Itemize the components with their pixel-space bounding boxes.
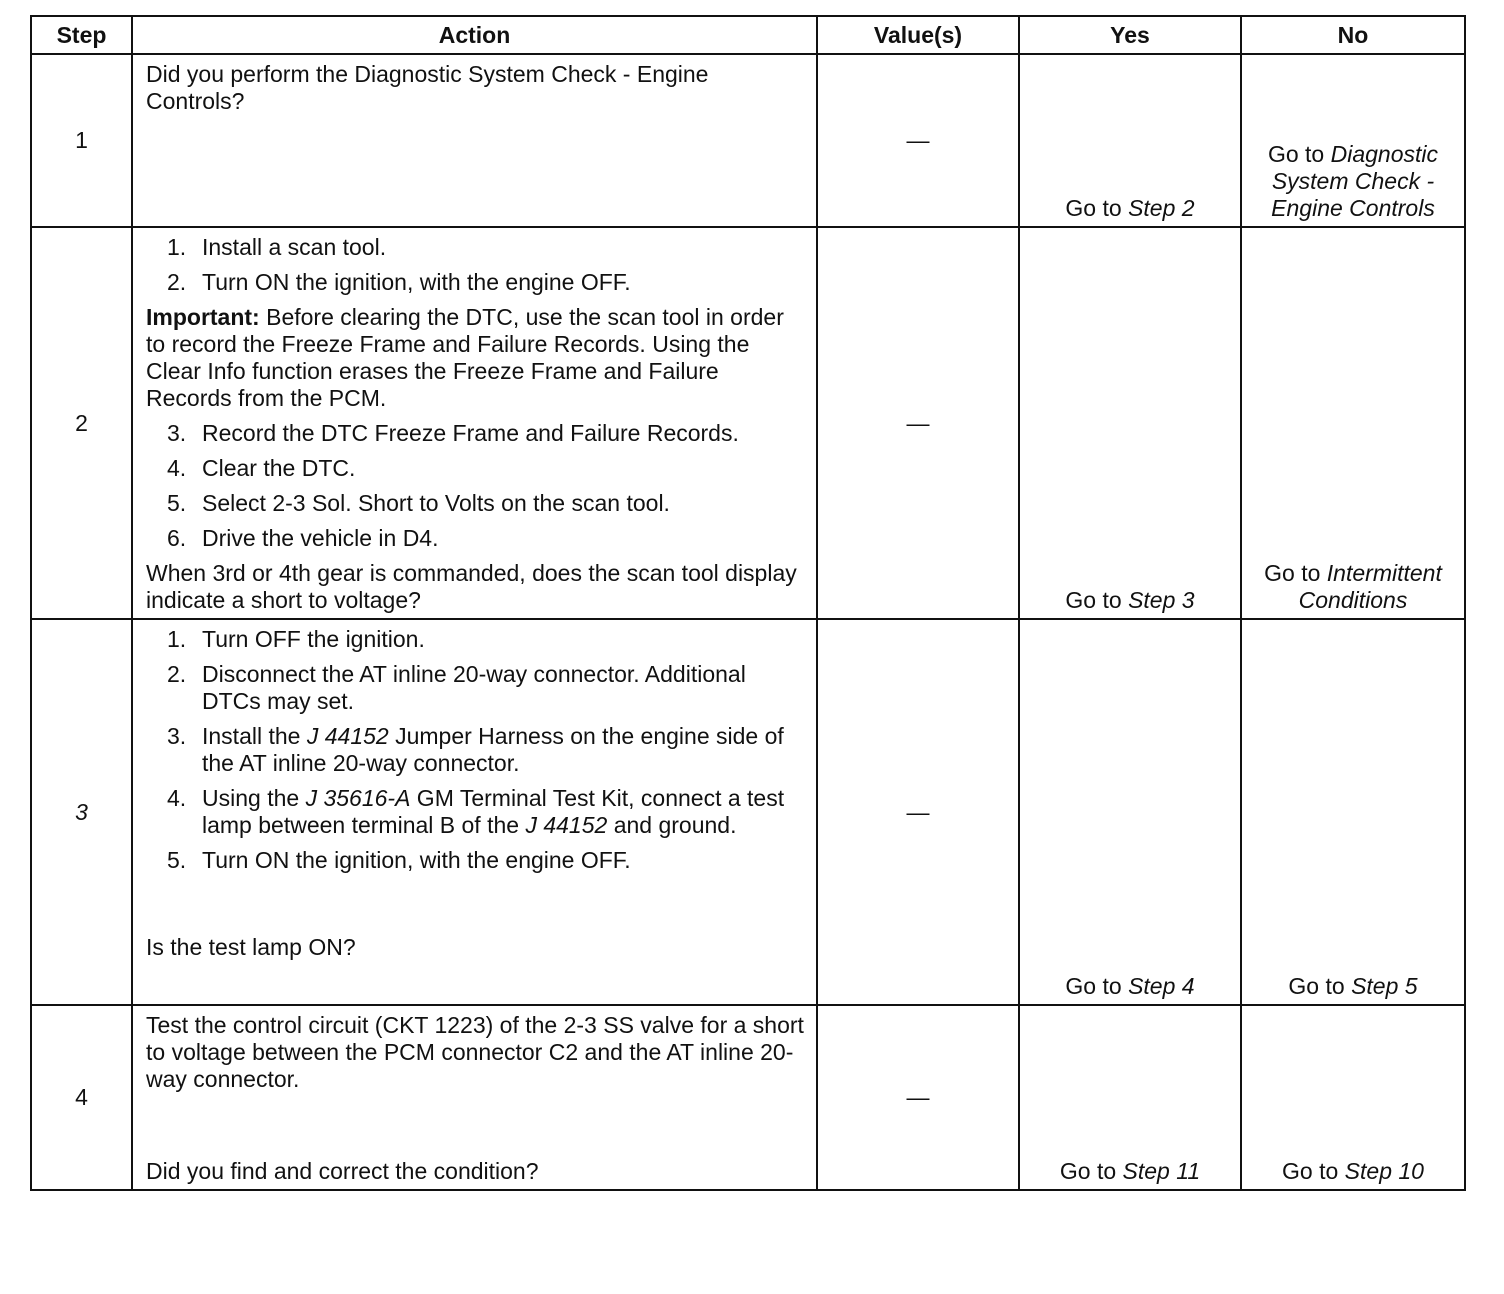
action-cell <box>132 227 817 619</box>
yes-cell[interactable] <box>1019 1005 1241 1190</box>
action-cell <box>132 1005 817 1190</box>
value-cell: — <box>817 619 1019 1005</box>
action-list <box>146 234 804 296</box>
no-cell[interactable] <box>1241 227 1465 619</box>
list-item: 2. Disconnect the AT inline 20-way connector. Additional DTCs may set. <box>167 661 746 714</box>
table-row-step-3 <box>31 619 1465 1005</box>
list-item: 1. Turn OFF the ignition. <box>167 626 425 652</box>
yes-link[interactable]: Step 3 <box>1128 587 1195 613</box>
diagnostic-table <box>30 15 1466 1191</box>
list-item: 4. Clear the DTC. <box>167 455 356 481</box>
list-item: 4. Using the J 35616-A GM Terminal Test Kit, connect a test lamp between terminal B of the J 44152 and ground. <box>167 785 785 838</box>
yes-prefix: Go to <box>1065 973 1129 999</box>
step-number: 2 <box>31 227 132 619</box>
list-item: 3. Record the DTC Freeze Frame and Failure Records. <box>167 420 739 446</box>
list-item: 6. Drive the vehicle in D4. <box>167 525 439 551</box>
no-prefix: Go to <box>1264 560 1327 586</box>
no-link[interactable]: Step 10 <box>1344 1158 1424 1184</box>
action-list <box>146 626 804 874</box>
table-row-step-4 <box>31 1005 1465 1190</box>
important-text: Before clearing the DTC, use the scan tool in order to record the Freeze Frame and Failure Records. Using the Clear Info function erases the Freeze Frame and Failure Records from the PCM. <box>146 304 784 411</box>
tool-reference: J 44152 <box>306 723 389 749</box>
action-question: Did you perform the Diagnostic System Check - Engine Controls? <box>146 61 709 114</box>
no-link[interactable]: Diagnostic System Check - Engine Controls <box>1271 141 1439 221</box>
yes-cell[interactable] <box>1019 619 1241 1005</box>
list-item: 3. Install the J 44152 Jumper Harness on the engine side of the AT inline 20-way connector. <box>167 723 784 776</box>
action-question: Is the test lamp ON? <box>146 934 356 960</box>
header-row <box>31 16 1465 54</box>
important-label: Important: <box>146 304 260 330</box>
yes-prefix: Go to <box>1065 195 1129 221</box>
action-list <box>146 420 804 552</box>
header-yes: Yes <box>1019 16 1241 54</box>
action-question: When 3rd or 4th gear is commanded, does the scan tool display indicate a short to voltage? <box>146 560 797 613</box>
action-text: Test the control circuit (CKT 1223) of the 2-3 SS valve for a short to voltage between the PCM connector C2 and the AT inline 20-way connector. <box>146 1012 804 1092</box>
no-link[interactable]: Intermittent Conditions <box>1298 560 1442 613</box>
action-question: Did you find and correct the condition? <box>146 1158 539 1184</box>
tool-reference: J 35616-A <box>305 785 411 811</box>
list-item: 5. Select 2-3 Sol. Short to Volts on the scan tool. <box>167 490 670 516</box>
yes-prefix: Go to <box>1065 587 1129 613</box>
no-cell[interactable] <box>1241 1005 1465 1190</box>
no-link[interactable]: Step 5 <box>1351 973 1418 999</box>
list-item: 1. Install a scan tool. <box>167 234 387 260</box>
value-cell: — <box>817 227 1019 619</box>
action-cell <box>132 54 817 227</box>
value-cell: — <box>817 54 1019 227</box>
no-prefix: Go to <box>1282 1158 1345 1184</box>
no-prefix: Go to <box>1288 973 1352 999</box>
yes-cell[interactable] <box>1019 227 1241 619</box>
header-no: No <box>1241 16 1465 54</box>
step-number: 4 <box>31 1005 132 1190</box>
header-step: Step <box>31 16 132 54</box>
header-values: Value(s) <box>817 16 1019 54</box>
table-row-step-1 <box>31 54 1465 227</box>
step-number: 3 <box>31 619 132 1005</box>
value-cell: — <box>817 1005 1019 1190</box>
tool-reference: J 44152 <box>525 812 608 838</box>
action-cell <box>132 619 817 1005</box>
list-item: 2. Turn ON the ignition, with the engine OFF. <box>167 269 631 295</box>
yes-link[interactable]: Step 2 <box>1128 195 1195 221</box>
yes-cell[interactable] <box>1019 54 1241 227</box>
yes-link[interactable]: Step 11 <box>1122 1158 1201 1184</box>
yes-link[interactable]: Step 4 <box>1128 973 1195 999</box>
list-item: 5. Turn ON the ignition, with the engine OFF. <box>167 847 631 873</box>
yes-prefix: Go to <box>1059 1158 1123 1184</box>
no-cell[interactable] <box>1241 619 1465 1005</box>
table-row-step-2 <box>31 227 1465 619</box>
header-action: Action <box>132 16 817 54</box>
no-prefix: Go to <box>1267 141 1331 167</box>
important-note <box>146 304 804 412</box>
step-number: 1 <box>31 54 132 227</box>
no-cell[interactable] <box>1241 54 1465 227</box>
